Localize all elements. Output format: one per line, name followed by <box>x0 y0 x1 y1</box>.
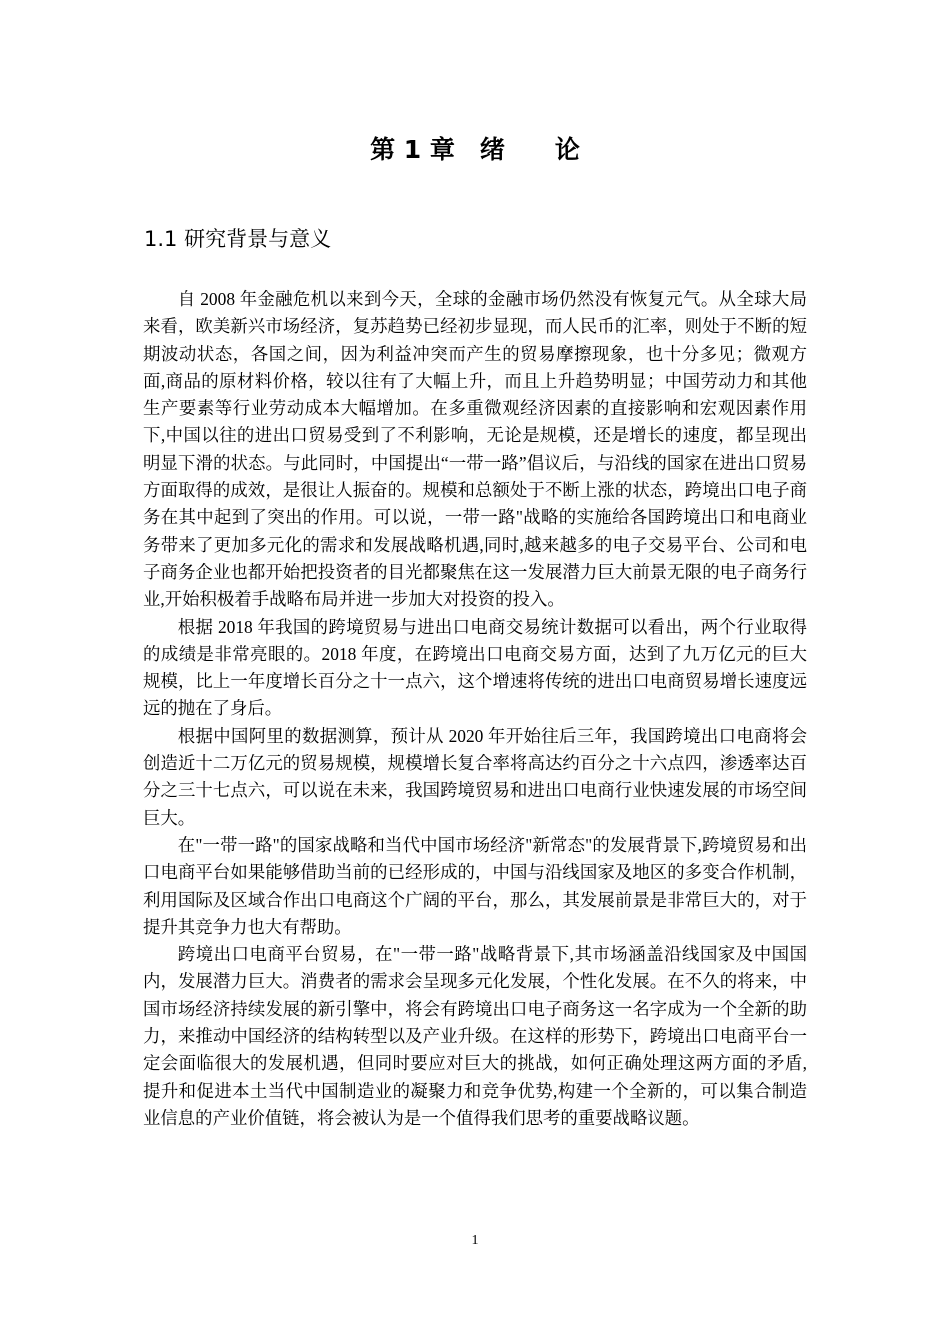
paragraph: 根据 2018 年我国的跨境贸易与进出口电商交易统计数据可以看出，两个行业取得的成绩是非常亮眼的。2018 年度，在跨境出口电商交易方面，达到了九万亿元的巨大规模，比上一年度增长百分之十一点六，这个增速将传统的进出口电商贸易增长速度远远的抛在了身后。 <box>143 616 807 719</box>
paragraph: 跨境出口电商平台贸易，在"一带一路"战略背景下,其市场涵盖沿线国家及中国国内，发展潜力巨大。消费者的需求会呈现多元化发展，个性化发展。在不久的将来，中国市场经济持续发展的新引擎中，将会有跨境出口电子商务这一名字成为一个全新的助力，来推动中国经济的结构转型以及产业升级。在这样的形势下，跨境出口电商平台一定会面临很大的发展机遇，但同时要应对巨大的挑战，如何正确处理这两方面的矛盾,提升和促进本土当代中国制造业的凝聚力和竞争优势,构建一个全新的，可以集合制造业信息的产业价值链，将会被认为是一个值得我们思考的重要战略议题。 <box>143 944 807 1128</box>
paragraph: 自 2008 年金融危机以来到今天，全球的金融市场仍然没有恢复元气。从全球大局来看，欧美新兴市场经济，复苏趋势已经初步显现，而人民币的汇率，则处于不断的短期波动状态，各国之间，因为利益冲突而产生的贸易摩擦现象，也十分多见；微观方面,商品的原材料价格，较以往有了大幅上升，而且上升趋势明显；中国劳动力和其他生产要素等行业劳动成本大幅增加。在多重微观经济因素的直接影响和宏观因素作用下,中国以往的进出口贸易受到了不利影响，无论是规模，还是增长的速度，都呈现出明显下滑的状态。与此同时，中国提出“一带一路”倡议后，与沿线的国家在进出口贸易方面取得的成效，是很让人振奋的。规模和总额处于不断上涨的状态，跨境出口电子商务在其中起到了突出的作用。可以说，一带一路"战略的实施给各国跨境出口和电商业务带来了更加多元化的需求和发展战略机遇,同时,越来越多的电子交易平台、公司和电子商务企业也都开始把投资者的目光都聚焦在这一发展潜力巨大前景无限的电子商务行业,开始积极着手战略布局并进一步加大对投资的投入。 <box>143 289 807 610</box>
paragraph: 在"一带一路"的国家战略和当代中国市场经济"新常态"的发展背景下,跨境贸易和出口电商平台如果能够借助当前的已经形成的，中国与沿线国家及地区的多变合作机制，利用国际及区域合作出口电商这个广阔的平台，那么，其发展前景是非常巨大的，对于提升其竞争力也大有帮助。 <box>143 834 807 937</box>
chapter-title: 第 1 章 绪 论 <box>370 135 580 164</box>
section-title: 1.1 研究背景与意义 <box>144 227 332 251</box>
body-text <box>143 286 807 1132</box>
page-number: 1 <box>471 1233 479 1248</box>
paragraph: 根据中国阿里的数据测算，预计从 2020 年开始往后三年，我国跨境出口电商将会创造近十二万亿元的贸易规模，规模增长复合率将高达约百分之十六点四，渗透率达百分之三十七点六，可以说在未来，我国跨境贸易和进出口电商行业快速发展的市场空间巨大。 <box>143 725 807 828</box>
